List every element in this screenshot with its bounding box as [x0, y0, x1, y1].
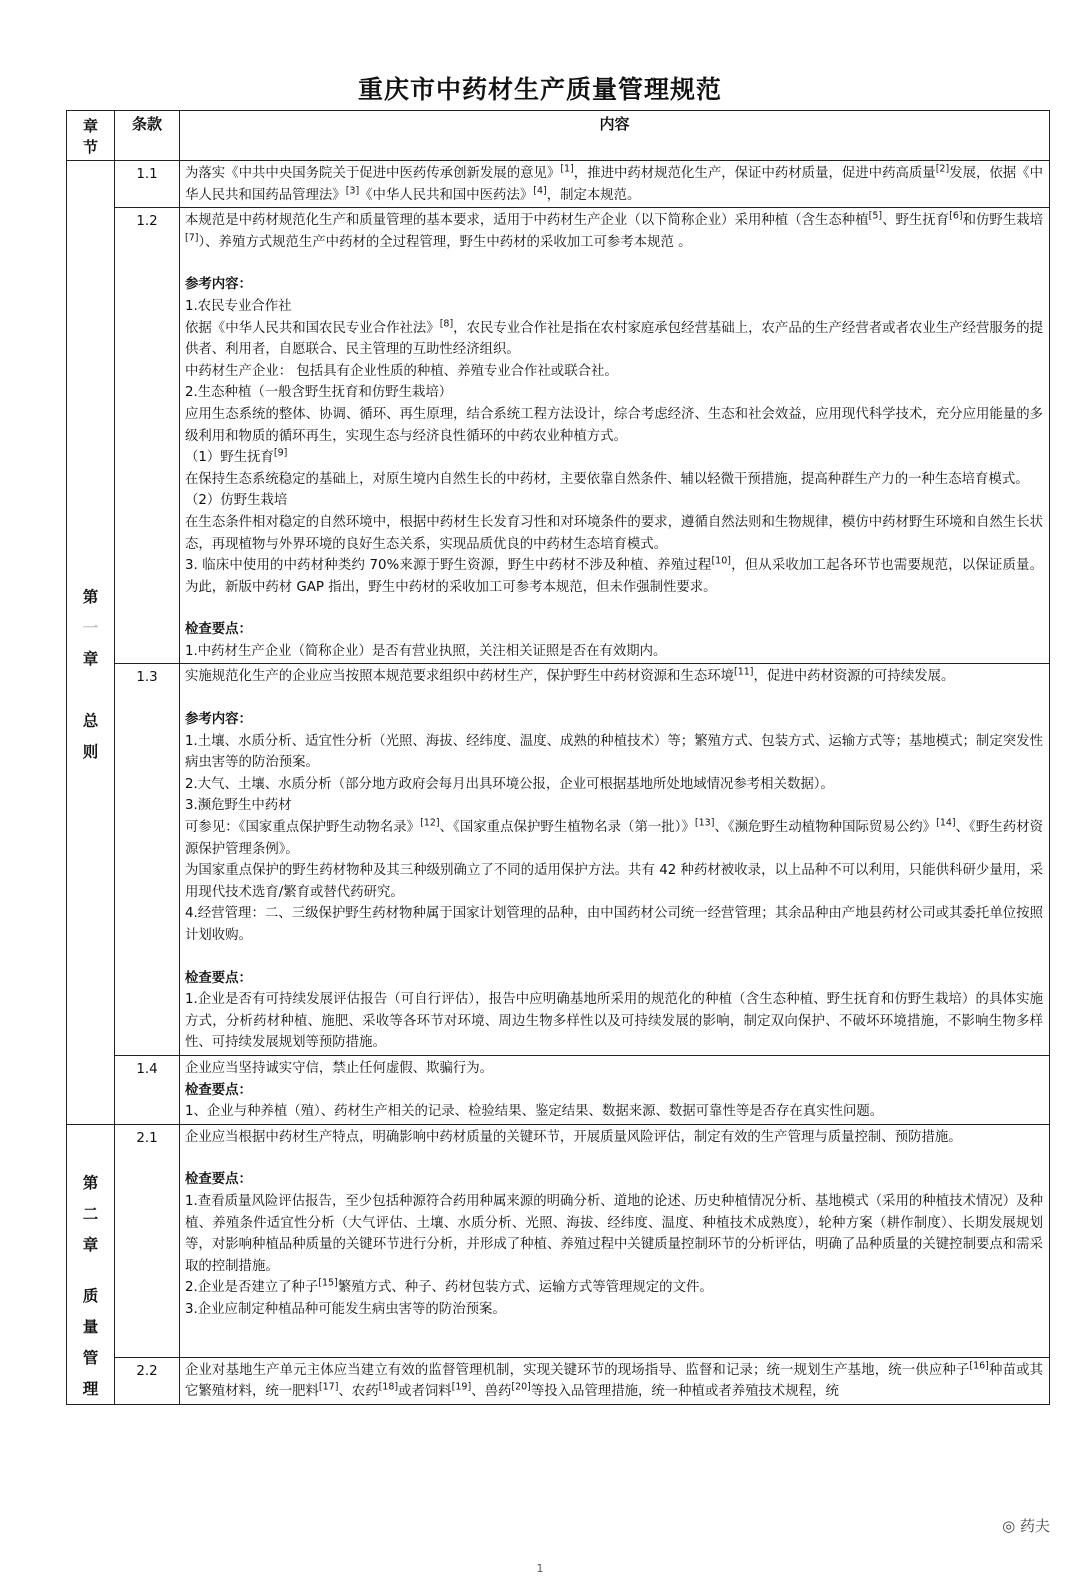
check-heading: 检查要点： — [185, 622, 252, 638]
header-chapter: 章 节 — [67, 111, 115, 161]
clause-content: 实施规范化生产的企业应当按照本规范要求组织中药材生产，保护野生中药材资源和生态环境[11]，促进中药材资源的可持续发展。 参考内容： 1.土壤、水质分析、适宜性分析（光照、海拔、经纬度、温度、成熟的种植技术）等；繁殖方式、包装方式、运输方式等；基地模式；制定突发性病虫害等的防治预案。 2.大气、土壤、水质分析（部分地方政府会每月出具环境公报，企业可根据基地所处地域情况参考相关数据）。 3.濒危野生中药材 可参见：《国家重点保护野生动物名录》[12]、《国家重点保护野生植物名录（第一批）》[13]、《濒危野生动植物种国际贸易公约》[14]、《野生药材资源保护管理条例》。 为国家重点保护的野生药材物种及其三种级别确立了不同的适用保护方法。共有 42 种药材被收录，以上品种不可以利用，只能供科研少量用，采用现代技术选育/繁育或替代药研究。 4.经营管理：二、三级保护野生药材物种属于国家计划管理的品种，由中国药材公司统一经营管理；其余品种由产地县药材公司或其委托单位按照计划收购。 检查要点： 1.企业是否有可持续发展评估报告（可自行评估），报告中应明确基地所采用的规范化的种植（含生态种植、野生抚育和仿野生栽培）的具体实施方式，分析药材种植、施肥、采收等各环节对环境、周边生物多样性以及可持续发展的影响，制定双向保护、不破坏环境措施，不影响生物多样性、可持续发展规划等预防措施。 — [180, 664, 1050, 1056]
wechat-icon: ◎ — [1002, 1517, 1016, 1535]
clause-number: 1.2 — [115, 208, 180, 664]
header-content: 内容 — [180, 111, 1050, 161]
check-heading: 检查要点： — [185, 1172, 252, 1188]
wechat-watermark: ◎ 药夫 — [998, 1514, 1054, 1537]
check-heading: 检查要点： — [185, 1082, 252, 1098]
chapter-2-cell: 第 二 章 质 量 管 理 — [67, 1124, 115, 1404]
table-row — [67, 208, 1050, 664]
document-title: 重庆市中药材生产质量管理规范 — [357, 75, 722, 104]
table-row — [67, 1124, 1050, 1357]
reference-heading: 参考内容： — [185, 712, 252, 728]
clause-content: 企业应当根据中药材生产特点，明确影响中药材质量的关键环节，开展质量风险评估，制定有效的生产管理与质量控制、预防措施。 检查要点： 1.查看质量风险评估报告，至少包括种源符合药用种属来源的明确分析、道地的论述、历史种植情况分析、基地模式（采用的种植技术情况）及种植、养殖条件适宜性分析（大气评估、土壤、水质分析、光照、海拔、经纬度、温度、种植技术成熟度），轮种方案（耕作制度）、长期发展规划等，对影响种植品种质量的关键环节进行分析，并形成了种植、养殖过程中关键质量控制环节的分析评估，明确了品种质量的关键控制要点和需采取的控制措施。 2.企业是否建立了种子[15]繁殖方式、种子、药材包装方式、运输方式等管理规定的文件。 3.企业应制定种植品种可能发生病虫害等的防治预案。 — [180, 1124, 1050, 1357]
table-row — [67, 1055, 1050, 1124]
clause-number: 2.2 — [115, 1357, 180, 1404]
clause-content: 企业应当坚持诚实守信，禁止任何虚假、欺骗行为。 检查要点： 1、企业与种养植（殖）、药材生产相关的记录、检验结果、鉴定结果、数据来源、数据可靠性等是否存在真实性问题。 — [180, 1055, 1050, 1124]
table-row — [67, 161, 1050, 208]
clause-content: 本规范是中药材规范化生产和质量管理的基本要求，适用于中药材生产企业（以下简称企业）采用种植（含生态种植[5]、野生抚育[6]和仿野生栽培[7]）、养殖方式规范生产中药材的全过程管理，野生中药材的采收加工可参考本规范 。 参考内容： 1.农民专业合作社 依据《中华人民共和国农民专业合作社法》[8]，农民专业合作社是指在农村家庭承包经营基础上，农产品的生产经营者或者农业生产经营服务的提供者、利用者，自愿联合、民主管理的互助性经济组织。 中药材生产企业： 包括具有企业性质的种植、养殖专业合作社或联合社。 2.生态种植（一般含野生抚育和仿野生栽培） 应用生态系统的整体、协调、循环、再生原理，结合系统工程方法设计，综合考虑经济、生态和社会效益，应用现代科学技术，充分应用能量的多级利用和物质的循环再生，实现生态与经济良性循环的中药农业种植方式。 （1）野生抚育[9] 在保持生态系统稳定的基础上，对原生境内自然生长的中药材，主要依靠自然条件、辅以轻微干预措施，提高种群生产力的一种生态培育模式。 （2）仿野生栽培 在生态条件相对稳定的自然环境中，根据中药材生长发育习性和对环境条件的要求，遵循自然法则和生物规律，模仿中药材野生环境和自然生长状态，再现植物与外界环境的良好生态关系，实现品质优良的中药材生态培育模式。 3. 临床中使用的中药材种类约 70%来源于野生资源，野生中药材不涉及种植、养殖过程[10]，但从采收加工起各环节也需要规范，以保证质量。为此，新版中药材 GAP 指出，野生中药材的采收加工可参考本规范，但未作强制性要求。 检查要点： 1.中药材生产企业（简称企业）是否有营业执照，关注相关证照是否在有效期内。 — [180, 208, 1050, 664]
regulation-table — [66, 110, 1050, 1405]
table-row — [67, 1357, 1050, 1404]
clause-number: 1.3 — [115, 664, 180, 1056]
clause-content: 企业对基地生产单元主体应当建立有效的监督管理机制，实现关键环节的现场指导、监督和记录；统一规划生产基地，统一供应种子[16]种苗或其它繁殖材料，统一肥料[17]、农药[18]或者饲料[19]、兽药[20]等投入品管理措施，统一种植或者养殖技术规程，统 — [180, 1357, 1050, 1404]
reference-heading: 参考内容： — [185, 277, 252, 293]
page-number: 1 — [536, 1562, 544, 1575]
clause-number: 1.4 — [115, 1055, 180, 1124]
header-clause: 条款 — [115, 111, 180, 161]
clause-number: 1.1 — [115, 161, 180, 208]
table-header-row — [67, 111, 1050, 161]
clause-number: 2.1 — [115, 1124, 180, 1357]
check-heading: 检查要点： — [185, 970, 252, 986]
chapter-1-cell: 第 一 章 总 则 — [67, 161, 115, 1125]
table-row — [67, 664, 1050, 1056]
clause-content: 为落实《中共中央国务院关于促进中医药传承创新发展的意见》[1]，推进中药材规范化生产，保证中药材质量，促进中药高质量[2]发展，依据《中华人民共和国药品管理法》[3]《中华人民共和国中医药法》[4]，制定本规范。 — [180, 161, 1050, 208]
